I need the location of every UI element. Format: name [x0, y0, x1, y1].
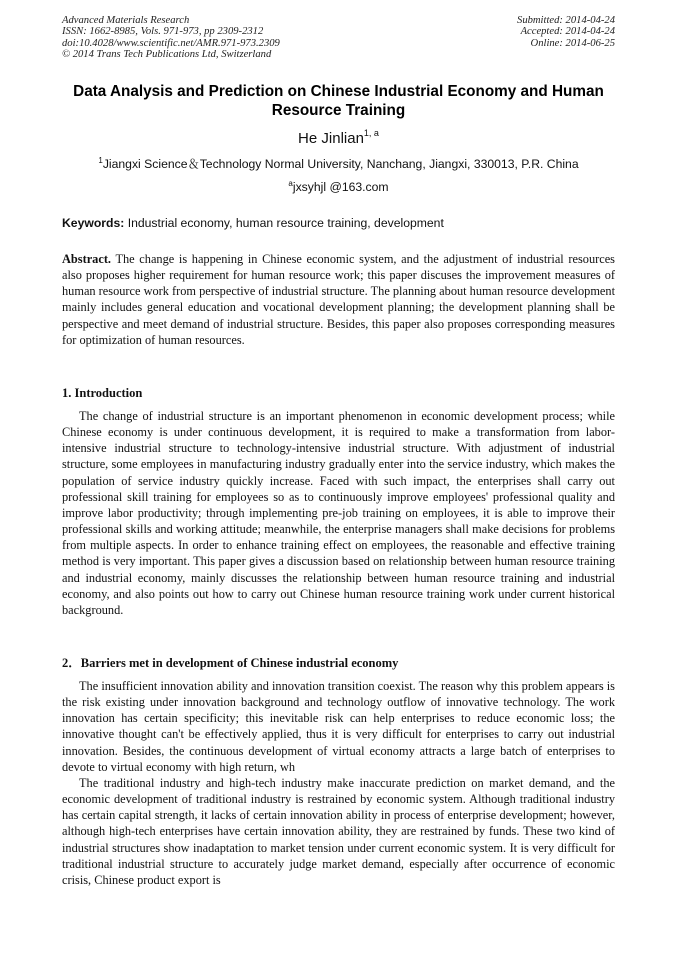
barriers-paragraph-2: The traditional industry and high-tech industry make inaccurate prediction on market demand, and the economic development of traditional industry is restrained by economic system. Although traditional industry has certain capital strength, it lacks of certain innovation ability in process of enterprise development; however, although high-tech enterprises have certain innovation ability, they are restrained by funds. These two kind of industrial structures show inadaptation to market tension under current economic system. It is very difficult for traditional industrial structure to accurately judge market demand, especially after occurrence of economic crisis, Chinese product export is [62, 775, 615, 887]
barriers-paragraph-1: The insufficient innovation ability and innovation transition coexist. The reason why this problem appears is the risk existing under innovation background and technology outflow of innovative technology. The work innovation has certain specificity; this inevitable risk can help enterprises to reduce economic loss; the innovative thought can't be effectively applied, thus it is very difficult for enterprises to carry out industrial innovation. Besides, the continuous development of virtual economy attracts a large batch of enterprises to devote to virtual economy with high return, wh [62, 679, 615, 774]
barriers-body [62, 678, 615, 888]
author-line [62, 130, 615, 148]
abstract-text: The change is happening in Chinese economic system, and the adjustment of industrial resources also proposes higher requirement for human resource work; this paper discuses the improvement measures of human resource work from perspective of industrial structure. The planning about human resource development mainly includes general education and vocational development planning; the development planning shall be perspective and meet demand of industrial structure. Besides, this paper also proposes corresponding measures for optimization of human resources. [62, 252, 616, 347]
affiliation-line [62, 157, 615, 172]
doi-line[interactable]: doi:10.4028/www.scientific.net/AMR.971-973.2309 [62, 37, 280, 49]
keywords-text: Industrial economy, human resource training, development [127, 216, 444, 230]
email-line [62, 180, 615, 195]
keywords-line [62, 216, 615, 231]
dates-info [517, 15, 615, 49]
author-name: He Jinlian [298, 130, 364, 147]
section-heading-introduction: 1. Introduction [62, 386, 143, 400]
keywords-label: Keywords: [62, 216, 125, 230]
email-address[interactable]: jxsyhjl @163.com [292, 180, 389, 194]
abstract-paragraph [62, 251, 615, 348]
paper-title: Data Analysis and Prediction on Chinese Industrial Economy and Human Resource Training [73, 83, 604, 119]
author-superscript: 1, a [363, 128, 379, 138]
abstract-label: Abstract. [62, 252, 112, 266]
copyright-line: © 2014 Trans Tech Publications Ltd, Switzerland [62, 49, 272, 61]
journal-name: Advanced Materials Research [62, 15, 190, 26]
introduction-paragraph: The change of industrial structure is an important phenomenon in economic development process; while Chinese economy is under continuous development, it is required to make a transformation from labor-intensive industrial structure to technology-intensive industrial structure. With adjustment of industrial structure, some employees in manufacturing industry gradually enter into the service industry, which makes the population of service industry quickly increase. Faced with such impact, the enterprises shall carry out professional skill training for employees so as to continuously improve employees' professional quality and improve labor productivity; through implementing pre-job training on employees, it is able to improve their professional skills and working attitude; meanwhile, the enterprise managers shall make decisions for problems from multiple aspects. In order to enhance training effect on employees, the reasonable and effective training method is very important. This paper gives a discussion based on relationship between human resource training and industrial economy, mainly discusses the relationship between human resource training and industrial economy, and also points out how to carry out Chinese human resource training work under current historical background. [62, 409, 615, 617]
journal-info [62, 15, 280, 61]
accepted-date: Accepted: 2014-04-24 [520, 26, 615, 38]
email-superscript: a [288, 179, 293, 188]
section-heading-barriers: 2．Barriers met in development of Chinese industrial economy [62, 656, 399, 670]
affiliation-superscript: 1 [98, 156, 103, 165]
introduction-body [62, 408, 615, 618]
affiliation-text: Jiangxi Science＆Technology Normal University, Nanchang, Jiangxi, 330013, P.R. China [102, 157, 579, 171]
submitted-date: Submitted: 2014-04-24 [517, 15, 615, 26]
online-date: Online: 2014-06-25 [530, 37, 615, 49]
issn-line: ISSN: 1662-8985, Vols. 971-973, pp 2309-2312 [62, 26, 264, 38]
